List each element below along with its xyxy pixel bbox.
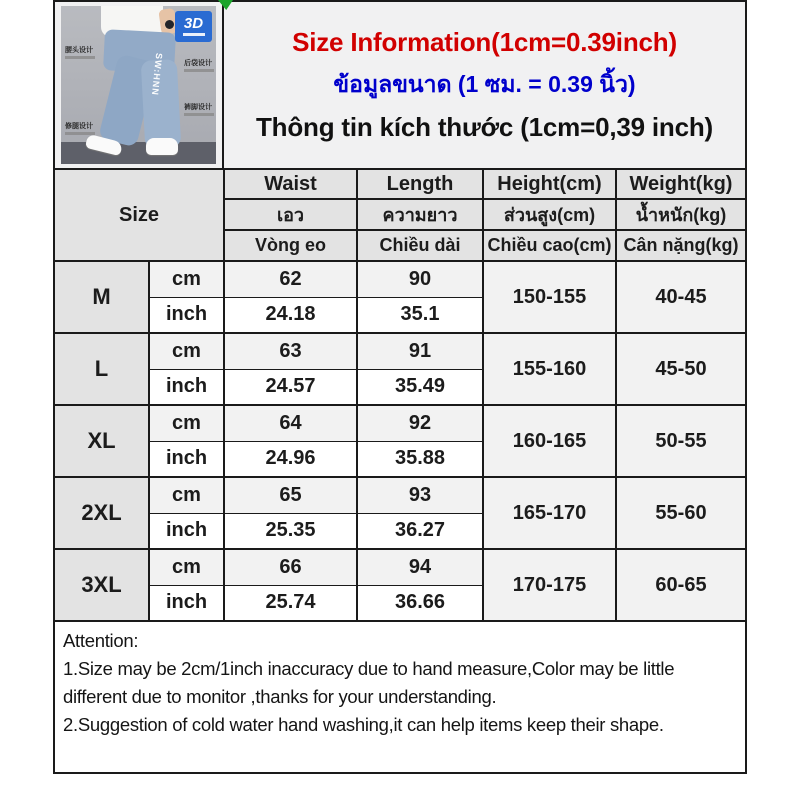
header-height-en: Height(cm) bbox=[483, 169, 616, 199]
unit-cell: cm bbox=[149, 549, 224, 585]
header-waist-en: Waist bbox=[224, 169, 357, 199]
size-header-cell: Size bbox=[54, 169, 224, 261]
photo-floor bbox=[61, 142, 216, 164]
waist-cm-value: 62 bbox=[224, 261, 357, 297]
unit-cell: inch bbox=[149, 297, 224, 333]
unit-cell: cm bbox=[149, 333, 224, 369]
weight-range: 55-60 bbox=[616, 477, 746, 549]
photo-annotation-waist: 腰头设计 bbox=[65, 47, 95, 59]
length-inch-value: 35.1 bbox=[357, 297, 483, 333]
length-inch-value: 36.66 bbox=[357, 585, 483, 621]
header-height-th: ส่วนสูง(cm) bbox=[483, 199, 616, 230]
waist-inch-value: 24.18 bbox=[224, 297, 357, 333]
unit-cell: inch bbox=[149, 369, 224, 405]
size-label-m: M bbox=[54, 261, 149, 333]
right-sneaker bbox=[146, 138, 178, 155]
unit-cell: cm bbox=[149, 477, 224, 513]
weight-range: 40-45 bbox=[616, 261, 746, 333]
title-line-1: Size Information(1cm=0.39inch) bbox=[292, 27, 677, 57]
length-inch-value: 36.27 bbox=[357, 513, 483, 549]
product-photo-column bbox=[55, 2, 224, 168]
waist-inch-value: 24.96 bbox=[224, 441, 357, 477]
unit-cell: inch bbox=[149, 585, 224, 621]
weight-range: 50-55 bbox=[616, 405, 746, 477]
size-table bbox=[53, 168, 747, 622]
header-height-vi: Chiều cao(cm) bbox=[483, 230, 616, 261]
title-line-3: Thông tin kích thước (1cm=0,39 inch) bbox=[255, 112, 714, 142]
length-inch-value: 35.49 bbox=[357, 369, 483, 405]
header-waist-vi: Vòng eo bbox=[224, 230, 357, 261]
photo-annotation-cuff: 裤脚设计 bbox=[184, 104, 214, 116]
length-cm-value: 91 bbox=[357, 333, 483, 369]
attention-heading: Attention: bbox=[63, 630, 139, 651]
content-frame bbox=[53, 0, 747, 774]
length-cm-value: 93 bbox=[357, 477, 483, 513]
header-weight-en: Weight(kg) bbox=[616, 169, 746, 199]
waist-inch-value: 24.57 bbox=[224, 369, 357, 405]
weight-range: 60-65 bbox=[616, 549, 746, 621]
header-length-vi: Chiều dài bbox=[357, 230, 483, 261]
unit-cell: inch bbox=[149, 441, 224, 477]
attention-box bbox=[53, 620, 747, 774]
size-label-xl: XL bbox=[54, 405, 149, 477]
header-weight-vi: Cân nặng(kg) bbox=[616, 230, 746, 261]
height-range: 155-160 bbox=[483, 333, 616, 405]
header-weight-th: น้ำหนัก(kg) bbox=[616, 199, 746, 230]
height-range: 165-170 bbox=[483, 477, 616, 549]
model-watch bbox=[165, 20, 174, 29]
waist-cm-value: 65 bbox=[224, 477, 357, 513]
3d-badge-underline bbox=[183, 33, 205, 36]
height-range: 160-165 bbox=[483, 405, 616, 477]
height-range: 150-155 bbox=[483, 261, 616, 333]
title-block bbox=[224, 2, 745, 168]
3d-badge bbox=[175, 11, 212, 42]
length-inch-value: 35.88 bbox=[357, 441, 483, 477]
header-length-th: ความยาว bbox=[357, 199, 483, 230]
attention-line-2: 2.Suggestion of cold water hand washing,it can help items keep their shape. bbox=[63, 714, 664, 735]
height-range: 170-175 bbox=[483, 549, 616, 621]
unit-cell: cm bbox=[149, 261, 224, 297]
header-length-en: Length bbox=[357, 169, 483, 199]
unit-cell: cm bbox=[149, 405, 224, 441]
waist-cm-value: 66 bbox=[224, 549, 357, 585]
title-line-2: ข้อมูลขนาด (1 ซม. = 0.39 นิ้ว) bbox=[333, 71, 636, 97]
size-label-l: L bbox=[54, 333, 149, 405]
waist-inch-value: 25.74 bbox=[224, 585, 357, 621]
photo-annotation-pocket: 后袋设计 bbox=[184, 60, 214, 72]
length-cm-value: 90 bbox=[357, 261, 483, 297]
weight-range: 45-50 bbox=[616, 333, 746, 405]
banner bbox=[53, 0, 747, 170]
size-label-2xl: 2XL bbox=[54, 477, 149, 549]
waist-cm-value: 63 bbox=[224, 333, 357, 369]
length-cm-value: 94 bbox=[357, 549, 483, 585]
waist-inch-value: 25.35 bbox=[224, 513, 357, 549]
jeans-print-text: SW:HNN bbox=[150, 52, 165, 97]
3d-badge-label: 3D bbox=[183, 15, 204, 32]
photo-annotation-leg: 修腿设计 bbox=[65, 123, 95, 135]
attention-line-1: 1.Size may be 2cm/1inch inaccuracy due to hand measure,Color may be little different due to monitor ,thanks for your understanding. bbox=[63, 658, 675, 707]
product-photo bbox=[61, 6, 216, 164]
unit-cell: inch bbox=[149, 513, 224, 549]
waist-cm-value: 64 bbox=[224, 405, 357, 441]
length-cm-value: 92 bbox=[357, 405, 483, 441]
size-label-3xl: 3XL bbox=[54, 549, 149, 621]
header-waist-th: เอว bbox=[224, 199, 357, 230]
